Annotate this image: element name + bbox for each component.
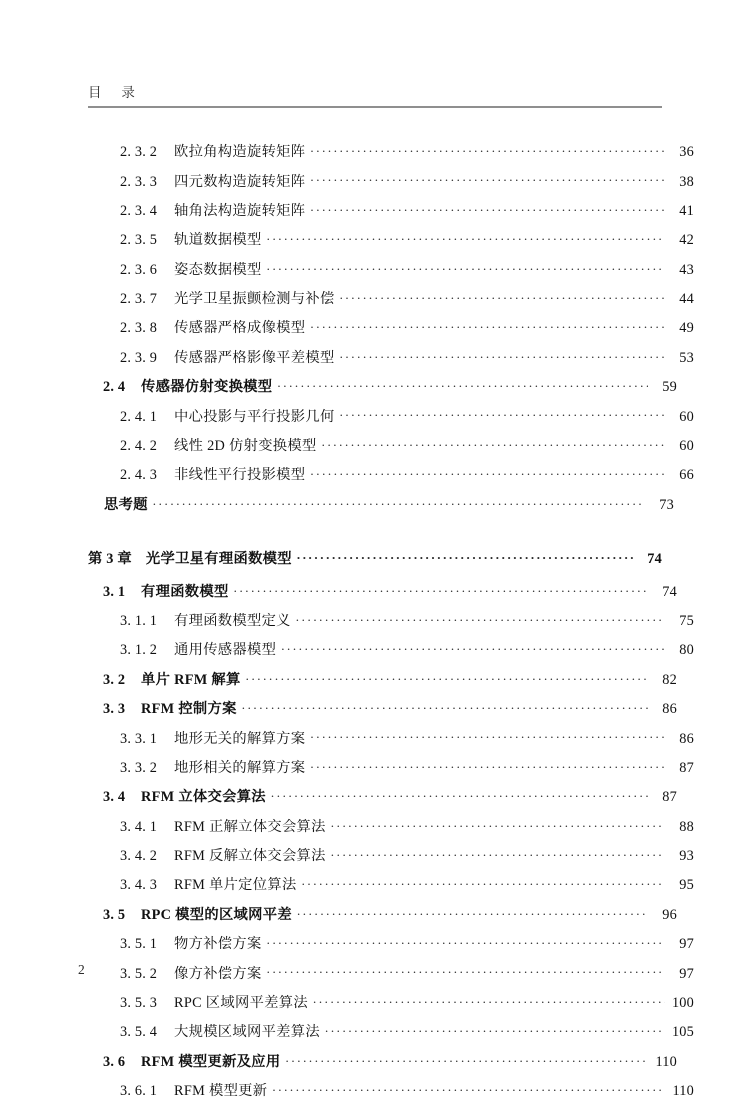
toc-entry-page: 97 xyxy=(679,965,694,982)
toc-entry[interactable] xyxy=(88,840,694,869)
toc-entry-title: 线性 2D 仿射变换模型 xyxy=(174,437,317,454)
toc-entry[interactable] xyxy=(88,1075,694,1104)
dot-leader xyxy=(246,669,648,683)
toc-entry-page: 87 xyxy=(679,759,694,776)
toc-entry-number: 2. 3. 2 xyxy=(120,144,158,161)
toc-entry-title: 物方补偿方案 xyxy=(174,936,262,953)
toc-entry-number: 2. 3. 6 xyxy=(120,261,158,278)
toc-entry-page: 88 xyxy=(679,818,694,835)
dot-leader xyxy=(277,377,648,391)
toc-entry[interactable] xyxy=(88,575,677,604)
dot-leader xyxy=(267,934,665,948)
toc-entry-number: 3. 5. 4 xyxy=(120,1024,158,1041)
header-divider xyxy=(88,106,662,108)
toc-entry[interactable] xyxy=(88,810,694,839)
toc-entry[interactable] xyxy=(88,165,694,194)
toc-entry[interactable] xyxy=(88,693,677,722)
toc-entry[interactable] xyxy=(88,1016,694,1045)
toc-entry-title: RPC 区域网平差算法 xyxy=(174,994,308,1011)
toc-entry-number: 3. 6 xyxy=(103,1053,126,1070)
dot-leader xyxy=(310,171,665,185)
running-header xyxy=(88,86,662,108)
toc-entry-page: 86 xyxy=(662,701,677,718)
dot-leader xyxy=(286,1051,648,1065)
dot-leader xyxy=(310,201,665,215)
dot-leader xyxy=(297,904,648,918)
dot-leader xyxy=(310,728,665,742)
toc-entry-number: 3. 6. 1 xyxy=(120,1083,158,1100)
toc-entry-page: 38 xyxy=(679,173,694,190)
toc-entry-page: 44 xyxy=(679,291,694,308)
toc-entry-number: 2. 4 xyxy=(103,379,126,396)
toc-entry[interactable] xyxy=(88,400,694,429)
toc-entry-page: 110 xyxy=(672,1083,694,1100)
toc-entry-page: 36 xyxy=(679,144,694,161)
dot-leader xyxy=(281,640,665,654)
toc-entry-page: 60 xyxy=(679,437,694,454)
toc-entry-title: 地形相关的解算方案 xyxy=(174,759,306,776)
toc-entry[interactable] xyxy=(88,664,677,693)
toc-entry-page: 43 xyxy=(679,261,694,278)
toc-entry-page: 96 xyxy=(662,906,677,923)
toc-entry[interactable] xyxy=(88,430,694,459)
toc-entry-title: 欧拉角构造旋转矩阵 xyxy=(174,144,306,161)
toc-entry[interactable] xyxy=(88,928,694,957)
toc-entry[interactable] xyxy=(88,283,694,312)
toc-entry[interactable] xyxy=(88,869,694,898)
toc-entry-title: 通用传感器模型 xyxy=(174,642,277,659)
dot-leader xyxy=(271,787,648,801)
toc-entry[interactable] xyxy=(88,781,677,810)
table-of-contents xyxy=(88,136,694,1104)
toc-entry-title: 单片 RFM 解算 xyxy=(141,671,241,688)
dot-leader xyxy=(267,230,665,244)
toc-entry-page: 41 xyxy=(679,202,694,219)
toc-entry-number: 2. 3. 5 xyxy=(120,232,158,249)
toc-entry-page: 75 xyxy=(679,613,694,630)
toc-entry-page: 80 xyxy=(679,642,694,659)
toc-entry-number: 2. 4. 2 xyxy=(120,437,158,454)
toc-entry-title: 传感器仿射变换模型 xyxy=(141,379,273,396)
toc-entry-number: 3. 1 xyxy=(103,583,126,600)
toc-entry[interactable] xyxy=(88,224,694,253)
toc-entry-page: 49 xyxy=(679,320,694,337)
toc-entry-title: 传感器严格影像平差模型 xyxy=(174,349,335,366)
toc-entry-title: 光学卫星振颤检测与补偿 xyxy=(174,291,335,308)
toc-entry-title: 大规模区域网平差算法 xyxy=(174,1024,320,1041)
toc-entry-title: 姿态数据模型 xyxy=(174,261,262,278)
toc-entry-title: 四元数构造旋转矩阵 xyxy=(174,173,306,190)
toc-entry[interactable] xyxy=(88,489,674,518)
toc-entry[interactable] xyxy=(88,254,694,283)
toc-entry-number: 3. 5. 1 xyxy=(120,936,158,953)
toc-entry-number: 2. 3. 8 xyxy=(120,320,158,337)
toc-entry-number: 3. 1. 1 xyxy=(120,613,158,630)
toc-entry[interactable] xyxy=(88,371,677,400)
toc-entry-page: 95 xyxy=(679,877,694,894)
dot-leader xyxy=(272,1081,665,1095)
dot-leader xyxy=(322,436,665,450)
toc-entry-number: 3. 4. 1 xyxy=(120,818,158,835)
toc-entry[interactable] xyxy=(88,540,662,576)
toc-entry[interactable] xyxy=(88,195,694,224)
toc-entry-number: 3. 1. 2 xyxy=(120,642,158,659)
dot-leader xyxy=(310,318,665,332)
toc-entry-page: 105 xyxy=(671,1024,694,1041)
toc-entry-number: 2. 3. 7 xyxy=(120,291,158,308)
toc-entry-title: 轴角法构造旋转矩阵 xyxy=(174,202,306,219)
dot-leader xyxy=(297,549,633,563)
toc-entry-page: 82 xyxy=(662,671,677,688)
dot-leader xyxy=(340,348,665,362)
toc-entry-number: 2. 3. 3 xyxy=(120,173,158,190)
dot-leader xyxy=(267,259,665,273)
toc-entry[interactable] xyxy=(88,899,677,928)
toc-entry[interactable] xyxy=(88,957,694,986)
dot-leader xyxy=(310,142,665,156)
toc-entry-title: 思考题 xyxy=(104,496,148,513)
toc-entry-number: 3. 3. 2 xyxy=(120,759,158,776)
toc-entry-title: RFM 模型更新及应用 xyxy=(141,1053,281,1070)
dot-leader xyxy=(267,963,665,977)
toc-entry-title: 像方补偿方案 xyxy=(174,965,262,982)
dot-leader xyxy=(242,699,648,713)
toc-entry[interactable] xyxy=(88,136,694,165)
toc-entry-page: 74 xyxy=(662,583,677,600)
toc-entry-number: 2. 3. 9 xyxy=(120,349,158,366)
toc-entry-number: 3. 5. 2 xyxy=(120,965,158,982)
toc-entry-number: 3. 5 xyxy=(103,906,126,923)
toc-entry-number: 3. 5. 3 xyxy=(120,994,158,1011)
toc-entry-number: 2. 4. 1 xyxy=(120,408,158,425)
toc-entry-number: 3. 2 xyxy=(103,671,126,688)
dot-leader xyxy=(302,875,665,889)
running-header-title: 目 录 xyxy=(88,85,136,100)
toc-entry-title: 中心投影与平行投影几何 xyxy=(174,408,335,425)
dot-leader xyxy=(310,758,665,772)
toc-entry-number: 2. 4. 3 xyxy=(120,467,158,484)
toc-entry[interactable] xyxy=(88,722,694,751)
toc-entry-page: 97 xyxy=(679,936,694,953)
toc-entry-title: RFM 控制方案 xyxy=(141,701,237,718)
toc-entry-number: 第 3 章 xyxy=(88,551,132,568)
toc-entry[interactable] xyxy=(88,342,694,371)
toc-entry[interactable] xyxy=(88,605,694,634)
toc-entry-title: 非线性平行投影模型 xyxy=(174,467,306,484)
toc-entry-page: 100 xyxy=(671,994,694,1011)
toc-entry-page: 59 xyxy=(662,379,677,396)
toc-entry-title: 传感器严格成像模型 xyxy=(174,320,306,337)
dot-leader xyxy=(331,846,665,860)
dot-leader xyxy=(313,993,665,1007)
toc-entry-page: 60 xyxy=(679,408,694,425)
toc-entry[interactable] xyxy=(88,312,694,341)
toc-entry-title: RFM 单片定位算法 xyxy=(174,877,297,894)
toc-entry-title: 地形无关的解算方案 xyxy=(174,730,306,747)
toc-entry-page: 53 xyxy=(679,349,694,366)
page-number: 2 xyxy=(78,962,85,977)
toc-entry[interactable] xyxy=(88,987,694,1016)
dot-leader xyxy=(296,611,665,625)
toc-entry-title: 轨道数据模型 xyxy=(174,232,262,249)
dot-leader xyxy=(153,494,645,508)
toc-entry-page: 74 xyxy=(647,551,662,568)
dot-leader xyxy=(340,289,665,303)
toc-entry-page: 42 xyxy=(679,232,694,249)
toc-entry-number: 3. 4 xyxy=(103,789,126,806)
toc-entry-page: 86 xyxy=(679,730,694,747)
dot-leader xyxy=(325,1022,665,1036)
toc-entry-title: RPC 模型的区域网平差 xyxy=(141,906,292,923)
toc-entry-title: 有理函数模型 xyxy=(141,583,229,600)
toc-entry-title: 光学卫星有理函数模型 xyxy=(145,551,292,568)
dot-leader xyxy=(331,816,665,830)
toc-entry-page: 110 xyxy=(655,1053,677,1070)
dot-leader xyxy=(234,581,648,595)
toc-entry[interactable] xyxy=(88,752,694,781)
toc-entry-page: 73 xyxy=(659,496,674,513)
toc-entry-number: 3. 4. 3 xyxy=(120,877,158,894)
toc-entry-title: 有理函数模型定义 xyxy=(174,613,291,630)
toc-entry-number: 3. 3. 1 xyxy=(120,730,158,747)
toc-entry[interactable] xyxy=(88,459,694,488)
dot-leader xyxy=(310,465,665,479)
toc-entry-page: 66 xyxy=(679,467,694,484)
toc-entry-title: RFM 立体交会算法 xyxy=(141,789,266,806)
toc-entry-number: 3. 3 xyxy=(103,701,126,718)
toc-entry-title: RFM 反解立体交会算法 xyxy=(174,848,326,865)
toc-entry-page: 93 xyxy=(679,848,694,865)
toc-entry[interactable] xyxy=(88,634,694,663)
toc-entry-page: 87 xyxy=(662,789,677,806)
dot-leader xyxy=(340,406,665,420)
toc-entry-title: RFM 正解立体交会算法 xyxy=(174,818,326,835)
toc-entry[interactable] xyxy=(88,1045,677,1074)
toc-entry-title: RFM 模型更新 xyxy=(174,1083,268,1100)
toc-entry-number: 3. 4. 2 xyxy=(120,848,158,865)
toc-entry-number: 2. 3. 4 xyxy=(120,202,158,219)
